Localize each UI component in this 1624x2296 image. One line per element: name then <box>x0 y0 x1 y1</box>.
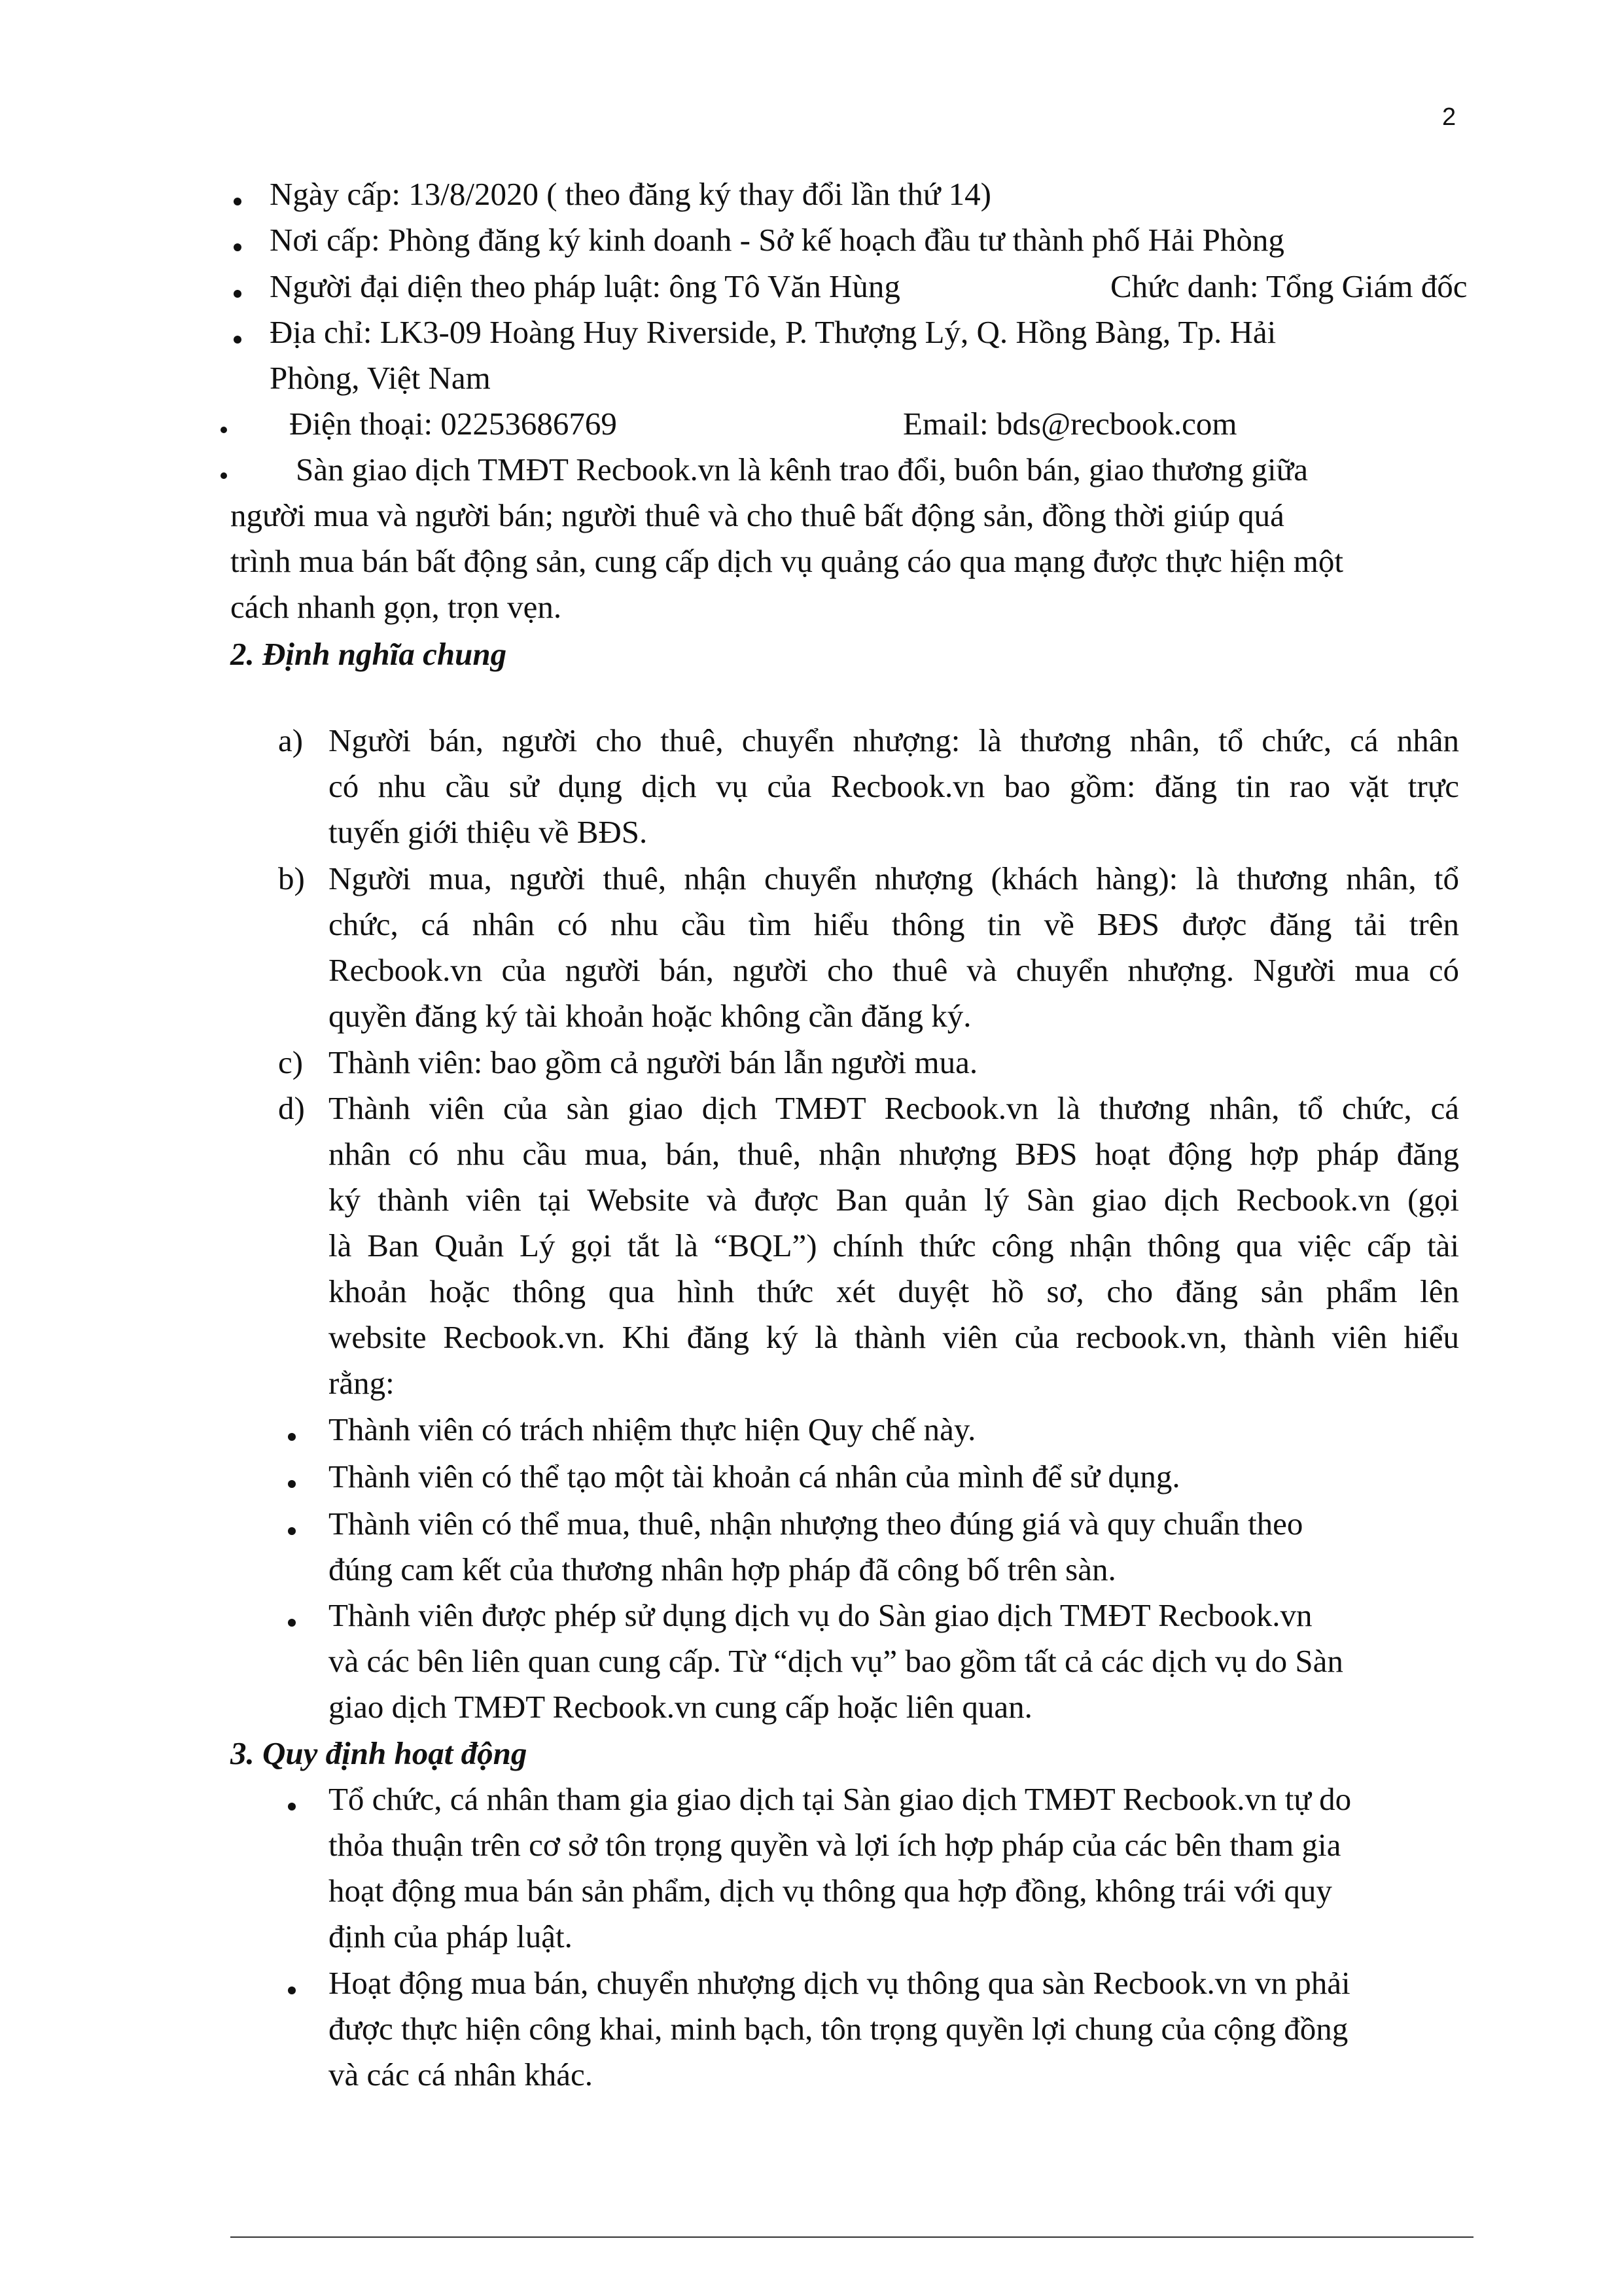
bullet <box>288 1987 296 1994</box>
section-3-title: 3. Quy định hoạt động <box>230 1735 527 1771</box>
bullet-item-line: và các bên liên quan cung cấp. Từ “dịch vụ” bao gồm tất cả các dịch vụ do Sàn <box>328 1643 1343 1679</box>
bullet-item-line: Thành viên có trách nhiệm thực hiện Quy chế này. <box>328 1411 976 1447</box>
bullet <box>288 1480 296 1488</box>
company-description-line: người mua và người bán; người thuê và cho thuê bất động sản, đồng thời giúp quá <box>230 497 1284 533</box>
list-marker: a) <box>278 722 304 758</box>
bullet <box>221 427 227 433</box>
list-item-line: có nhu cầu sử dụng dịch vụ của Recbook.vn bao gồm: đăng tin rao vặt trực <box>328 768 1459 804</box>
bullet-item-line: và các cá nhân khác. <box>328 2057 593 2093</box>
bullet-item-line: định của pháp luật. <box>328 1918 573 1954</box>
list-marker: d) <box>278 1090 305 1126</box>
company-email: Email: bds@recbook.com <box>903 406 1237 442</box>
list-item-line: Người mua, người thuê, nhận chuyển nhượng (khách hàng): là thương nhân, tổ <box>328 860 1459 896</box>
bullet <box>221 472 227 479</box>
bullet <box>288 1433 296 1441</box>
list-item-line: khoản hoặc thông qua hình thức xét duyệt hồ sơ, cho đăng sản phẩm lên <box>328 1273 1459 1309</box>
bullet-item-line: được thực hiện công khai, minh bạch, tôn trọng quyền lợi chung của cộng đồng <box>328 2011 1349 2047</box>
company-issue-date: Ngày cấp: 13/8/2020 ( theo đăng ký thay đổi lần thứ 14) <box>270 176 991 212</box>
footer-rule <box>230 2236 1474 2238</box>
company-address-cont: Phòng, Việt Nam <box>270 360 491 396</box>
list-item-line: nhân có nhu cầu mua, bán, thuê, nhận nhượng BĐS hoạt động hợp pháp đăng <box>328 1136 1459 1172</box>
company-description-line: cách nhanh gọn, trọn vẹn. <box>230 589 562 625</box>
bullet <box>288 1803 296 1810</box>
bullet <box>234 243 241 251</box>
bullet-item-line: thỏa thuận trên cơ sở tôn trọng quyền và lợi ích hợp pháp của các bên tham gia <box>328 1827 1341 1863</box>
bullet-item-line: Thành viên có thể mua, thuê, nhận nhượng theo đúng giá và quy chuẩn theo <box>328 1506 1303 1542</box>
company-representative: Người đại diện theo pháp luật: ông Tô Văn Hùng <box>270 268 900 304</box>
list-item-line: rằng: <box>328 1365 395 1401</box>
bullet <box>288 1527 296 1535</box>
bullet-item-line: Thành viên có thể tạo một tài khoản cá nhân của mình để sử dụng. <box>328 1458 1180 1494</box>
list-item-line: Thành viên: bao gồm cả người bán lẫn người mua. <box>328 1044 978 1080</box>
company-address: Địa chỉ: LK3-09 Hoàng Huy Riverside, P. Thượng Lý, Q. Hồng Bàng, Tp. Hải <box>270 314 1277 350</box>
bullet-item-line: Hoạt động mua bán, chuyển nhượng dịch vụ thông qua sàn Recbook.vn vn phải <box>328 1965 1350 2001</box>
bullet-item-line: Thành viên được phép sử dụng dịch vụ do Sàn giao dịch TMĐT Recbook.vn <box>328 1597 1313 1633</box>
bullet <box>234 290 241 298</box>
list-marker: c) <box>278 1044 304 1080</box>
bullet-item-line: Tổ chức, cá nhân tham gia giao dịch tại Sàn giao dịch TMĐT Recbook.vn tự do <box>328 1781 1352 1817</box>
list-item-line: ký thành viên tại Website và được Ban quản lý Sàn giao dịch Recbook.vn (gọi <box>328 1182 1459 1218</box>
bullet <box>234 198 241 205</box>
company-position: Chức danh: Tổng Giám đốc <box>1110 268 1468 304</box>
company-description-line: trình mua bán bất động sản, cung cấp dịch vụ quảng cáo qua mạng được thực hiện một <box>230 543 1344 579</box>
company-phone: Điện thoại: 02253686769 <box>289 406 617 442</box>
page-number: 2 <box>1442 103 1456 131</box>
bullet-item-line: giao dịch TMĐT Recbook.vn cung cấp hoặc liên quan. <box>328 1689 1033 1725</box>
bullet <box>234 336 241 344</box>
list-item-line: chức, cá nhân có nhu cầu tìm hiểu thông tin về BĐS được đăng tải trên <box>328 906 1459 942</box>
bullet-item-line: đúng cam kết của thương nhân hợp pháp đã công bố trên sàn. <box>328 1551 1116 1587</box>
list-marker: b) <box>278 860 305 896</box>
list-item-line: Thành viên của sàn giao dịch TMĐT Recbook.vn là thương nhân, tổ chức, cá <box>328 1090 1459 1126</box>
list-item-line: tuyến giới thiệu về BĐS. <box>328 814 648 850</box>
bullet-item-line: hoạt động mua bán sản phẩm, dịch vụ thông qua hợp đồng, không trái với quy <box>328 1873 1332 1909</box>
list-item-line: Người bán, người cho thuê, chuyển nhượng: là thương nhân, tổ chức, cá nhân <box>328 722 1459 758</box>
list-item-line: Recbook.vn của người bán, người cho thuê và chuyển nhượng. Người mua có <box>328 952 1459 988</box>
list-item-line: quyền đăng ký tài khoản hoặc không cần đăng ký. <box>328 998 972 1034</box>
list-item-line: là Ban Quản Lý gọi tắt là “BQL”) chính thức công nhận thông qua việc cấp tài <box>328 1227 1459 1263</box>
company-issue-place: Nơi cấp: Phòng đăng ký kinh doanh - Sở kế hoạch đầu tư thành phố Hải Phòng <box>270 222 1284 258</box>
list-item-line: website Recbook.vn. Khi đăng ký là thành viên của recbook.vn, thành viên hiểu <box>328 1319 1459 1355</box>
section-2-title: 2. Định nghĩa chung <box>230 636 507 672</box>
bullet <box>288 1619 296 1627</box>
company-description-line: Sàn giao dịch TMĐT Recbook.vn là kênh trao đổi, buôn bán, giao thương giữa <box>296 451 1308 487</box>
